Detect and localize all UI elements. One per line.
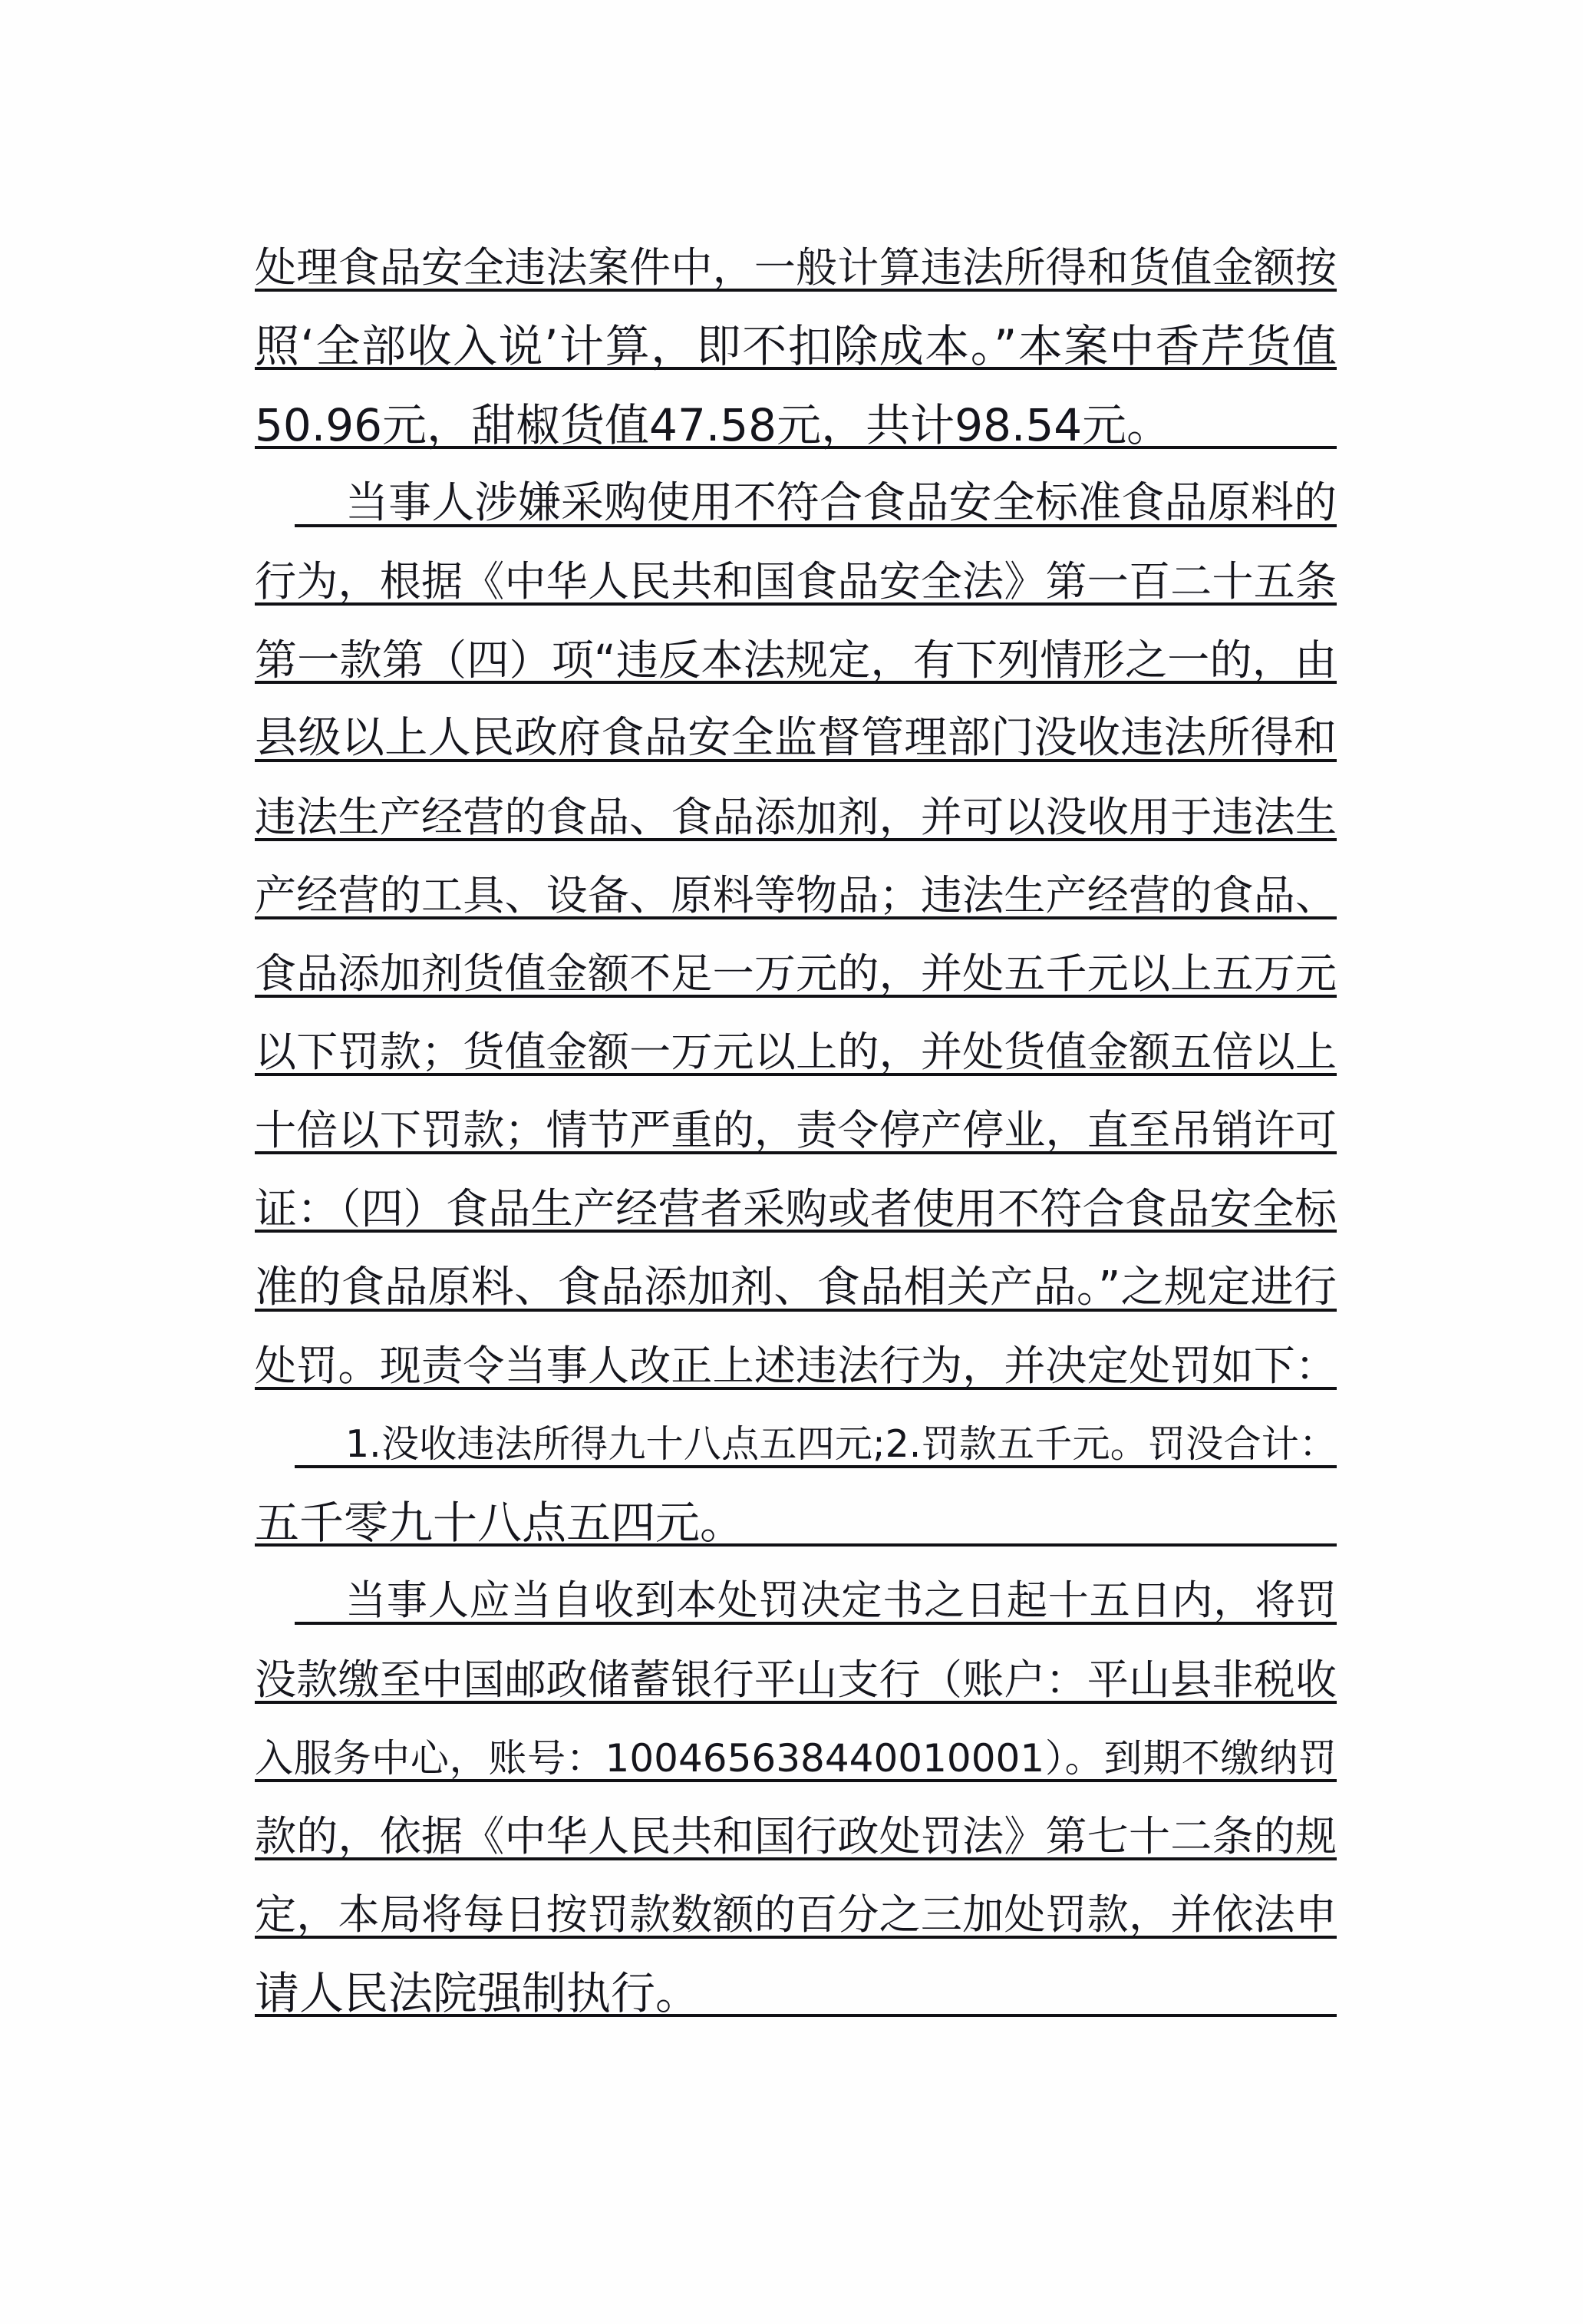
text-line xyxy=(255,1563,1337,1642)
line-text: 定，本局将每日按罚款数额的百分之三加处罚款，并依法申 xyxy=(255,1890,1337,1939)
text-line xyxy=(255,544,1337,622)
line-text: 没款缴至中国邮政储蓄银行平山支行（账户：平山县非税收 xyxy=(255,1655,1337,1704)
line-text: 准的食品原料、食品添加剂、食品相关产品。”之规定进行 xyxy=(255,1262,1337,1312)
line-text: 50.96元，甜椒货值47.58元，共计98.54元。 xyxy=(255,398,1172,451)
line-text: 当事人涉嫌采购使用不符合食品安全标准食品原料的 xyxy=(345,477,1337,528)
text-line xyxy=(255,936,1337,1015)
text-line xyxy=(255,1015,1337,1093)
text-line xyxy=(255,1485,1337,1563)
line-text: 违法生产经营的食品、食品添加剂，并可以没收用于违法生 xyxy=(255,792,1337,841)
line-text: 第一款第（四）项“违反本法规定，有下列情形之一的，由 xyxy=(255,635,1337,685)
text-line xyxy=(255,309,1337,387)
text-line xyxy=(255,701,1337,779)
line-text: 十倍以下罚款；情节严重的，责令停产停业，直至吊销许可 xyxy=(255,1106,1337,1155)
line-text: 1.没收违法所得九十八点五四元;2.罚款五千元。罚没合计： xyxy=(345,1422,1337,1466)
line-text: 照‘全部收入说’计算，即不扣除成本。”本案中香芹货值 xyxy=(255,320,1337,373)
text-line xyxy=(255,1329,1337,1407)
text-line xyxy=(255,1721,1337,1799)
text-line xyxy=(255,858,1337,936)
penalty-decision-body xyxy=(255,230,1337,2034)
line-text: 产经营的工具、设备、原料等物品；违法生产经营的食品、 xyxy=(255,870,1337,919)
line-text: 五千零九十八点五四元。 xyxy=(255,1497,745,1550)
line-text: 行为，根据《中华人民共和国食品安全法》第一百二十五条 xyxy=(255,556,1337,606)
text-line xyxy=(255,1799,1337,1877)
text-line xyxy=(255,1407,1337,1485)
line-text: 处理食品安全违法案件中，一般计算违法所得和货值金额按 xyxy=(255,243,1337,292)
line-text: 以下罚款；货值金额一万元以上的，并处货值金额五倍以上 xyxy=(255,1028,1337,1077)
line-text: 处罚。现责令当事人改正上述违法行为，并决定处罚如下： xyxy=(255,1341,1337,1390)
line-text: 入服务中心，账号：100465638440010001）。到期不缴纳罚 xyxy=(255,1735,1337,1781)
text-line xyxy=(255,1642,1337,1720)
text-line xyxy=(255,1956,1337,2034)
text-line xyxy=(255,1249,1337,1328)
text-line xyxy=(255,387,1337,465)
text-line xyxy=(255,1877,1337,1956)
line-text: 食品添加剂货值金额不足一万元的，并处五千元以上五万元 xyxy=(255,949,1337,998)
text-line xyxy=(255,230,1337,309)
text-line xyxy=(255,779,1337,857)
line-text: 请人民法院强制执行。 xyxy=(255,1967,701,2020)
line-text: 县级以上人民政府食品安全监督管理部门没收违法所得和 xyxy=(255,713,1337,764)
text-line xyxy=(255,1093,1337,1171)
line-text: 证：（四）食品生产经营者采购或者使用不符合食品安全标 xyxy=(255,1184,1337,1234)
line-text: 当事人应当自收到本处罚决定书之日起十五日内，将罚 xyxy=(345,1577,1337,1625)
text-line xyxy=(255,622,1337,701)
text-line xyxy=(255,466,1337,544)
text-line xyxy=(255,1171,1337,1249)
line-text: 款的，依据《中华人民共和国行政处罚法》第七十二条的规 xyxy=(255,1811,1337,1860)
